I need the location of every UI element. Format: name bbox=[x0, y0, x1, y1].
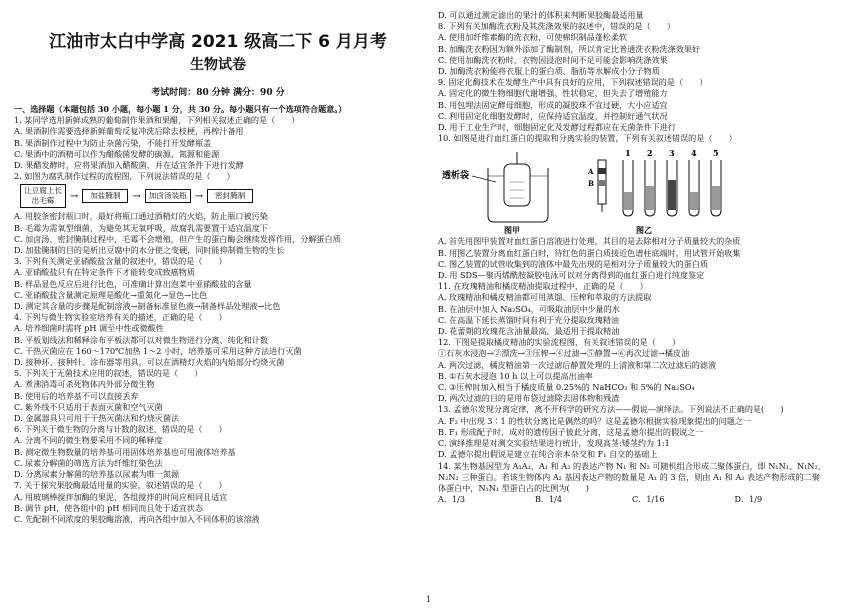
text-line: D. 加盐腌制的目的是析出豆腐中的水分使之变硬，同时能抑制微生物的生长 bbox=[14, 245, 285, 256]
text-line: A. 用胶条密封瓶口时，最好将瓶口通过酒精灯的火焰，防止瓶口被污染 bbox=[14, 211, 268, 222]
tube-number: 4 bbox=[691, 148, 697, 159]
text-line: 11. 在玫瑰精油和橘皮精油提取过程中，正确的是（ ） bbox=[438, 281, 648, 292]
text-line: A. F₂ 中出现 3∶1 的性状分离比是偶然的吗？这是孟德尔根据实验现象提出的问题之一 bbox=[438, 415, 752, 426]
text-line: C. 演绎推理是对测交实验结果进行统计，发现高茎:矮茎约为 1:1 bbox=[438, 438, 670, 449]
text-line: C. 加卤汤、密封腌制过程中，毛霉不会增殖，但产生的蛋白酶会继续发挥作用，分解蛋白质 bbox=[14, 233, 341, 244]
flow-box: 加卤汤装瓶 bbox=[145, 189, 191, 203]
right-column bbox=[438, 10, 846, 505]
text-line: B. 果酒制作过程中为防止杂菌污染，不能打开发酵瓶盖 bbox=[14, 137, 212, 148]
text-line: D. 用于工业生产时，细胞固定化及发酵过程都应在无菌条件下进行 bbox=[438, 122, 676, 133]
text-line: D. 孟德尔提出假说是建立在纯合亲本杂交和 F₁ 自交的基础上 bbox=[438, 449, 658, 460]
text-line: A. 培养细菌时需将 pH 调至中性或微酸性 bbox=[14, 323, 164, 334]
text-line: 1. 某同学选用新鲜成熟的葡萄制作果酒和果醋，下列相关叙述正确的是（ ） bbox=[14, 115, 300, 126]
text-line: C. 使用加酶洗衣粉时，衣物因浸泡时间不足可能会影响洗涤效果 bbox=[438, 54, 668, 65]
apparatus-drawing bbox=[438, 146, 846, 234]
text-line: A. 用玻璃棒搅拌加酶的果泥，各组搅拌的时间应相同且适宜 bbox=[14, 491, 228, 502]
tube-liquid bbox=[668, 180, 676, 210]
flowchart bbox=[20, 184, 422, 208]
text-line: C. 干热灭菌应在 160～170℃加热 1～2 小时，培养基可采用这种方法进行灭菌 bbox=[14, 345, 302, 356]
text-line: D. 花蕾期的玫瑰花含油量最高，最适用于提取精油 bbox=[438, 326, 620, 337]
page-number: 1 bbox=[426, 595, 432, 604]
figure-caption-left: 图甲 bbox=[504, 225, 520, 235]
left-column bbox=[14, 10, 422, 525]
text-line: 5. 下列关于无菌技术应用的叙述，错误的是（ ） bbox=[14, 368, 203, 379]
text-line: C. 紫外线不只适用于表面灭菌和空气灭菌 bbox=[14, 401, 163, 412]
text-line: D. 加酶洗衣粉能将衣服上的蛋白质、脂肪等水解成小分子物质 bbox=[438, 66, 660, 77]
text-line: B. 样品显色反应后进行比色，可准确计算出泡菜中亚硝酸盐的含量 bbox=[14, 278, 252, 289]
text-line: D. 用 SDS—聚丙烯酰胺凝胶电泳可以对分离得到的血红蛋白进行纯度鉴定 bbox=[438, 270, 705, 281]
tube-liquid bbox=[712, 186, 720, 210]
text-line: N₂N₂ 三种蛋白。若该生物体内 A₂ 基因表达产物的数量是 A₁ 的 3 倍，则由 A₁ 和 A₂ 表达产物形成的二聚 bbox=[438, 471, 820, 482]
text-line: 7. 关于探究果胶酶最适用量的实验，叙述错误的是（ ） bbox=[14, 480, 227, 491]
text-line: 3. 下列有关测定亚硝酸盐含量的叙述中，错误的是（ ） bbox=[14, 256, 227, 267]
text-line: D. 两次过滤的目的是用布袋过滤除去固体物和残渣 bbox=[438, 393, 620, 404]
text-line: A. 使用加纤维素酶的洗衣粉，可使棉织制品蓬松柔软 bbox=[438, 32, 628, 43]
right-text-block-2 bbox=[438, 236, 846, 494]
band-label-a: A bbox=[588, 167, 594, 177]
flow-box: 密封腌制 bbox=[207, 189, 253, 203]
text-line: C. 尿素分解菌的筛选方法为纤维红染色法 bbox=[14, 457, 163, 468]
tube-number: 1 bbox=[625, 148, 631, 159]
tube-number: 2 bbox=[647, 148, 653, 159]
text-line: B. 使用后的培养基不可以直接丢弃 bbox=[14, 390, 139, 401]
text-line: A. 果酒制作需要选择新鲜葡萄反复冲洗后除去枝梗，再榨汁备用 bbox=[14, 126, 244, 137]
tube-number: 5 bbox=[713, 148, 719, 159]
text-line: 一、选择题（本题包括 30 小题，每小题 1 分，共 30 分。每小题只有一个选项符合题意。） bbox=[14, 104, 347, 114]
dialysis-bag-label: 透析袋 bbox=[442, 171, 470, 182]
tube-liquid bbox=[646, 186, 654, 210]
tube-number: 3 bbox=[669, 148, 675, 159]
text-line: D. 测定其含量的步骤是配制溶液→制备标准显色液→制备样品处理液→比色 bbox=[14, 301, 281, 312]
text-line: A. 首先用图甲装置对血红蛋白溶液进行处理，其目的是去除相对分子质量较大的杂质 bbox=[438, 236, 741, 247]
text-line: C. 图乙装置的试管收集到的液体中最先出现的是相对分子质量较大的蛋白质 bbox=[438, 258, 709, 269]
text-line: C. 果酒中的酒精可以作为醋酸菌发酵的碳源、氮源和能源 bbox=[14, 148, 220, 159]
text-line: C. ③压榨时加入相当于橘皮质量 0.25%的 NaHCO₃ 和 5%的 Na₂SO₄ bbox=[438, 382, 695, 393]
text-line: 体蛋白中，N₁N₁ 型蛋白占的比例为( ) bbox=[438, 482, 589, 493]
exam-title: 江油市太白中学高 2021 级高二下 6 月月考 bbox=[49, 32, 387, 52]
option-a: A．1/3 bbox=[438, 494, 465, 505]
figure-apparatus bbox=[438, 146, 846, 234]
figure-caption-right: 图乙 bbox=[636, 225, 652, 235]
option-b: B．1/4 bbox=[534, 494, 563, 505]
flow-box: 加盐腌制 bbox=[82, 189, 128, 203]
exam-meta: 考试时间：80 分钟 满分：90 分 bbox=[151, 88, 285, 98]
text-line: B. 毛霉为需氧型细菌，为避免其无氧呼吸，故腐乳需要置于适宜温度下 bbox=[14, 222, 268, 233]
text-line: 14. 某生物基因型为 A₁A₂，A₁ 和 A₂ 的表达产物 N₁ 和 N₂ 可随机组合形成二聚体蛋白，即 N₁N₁、N₁N₂、 bbox=[438, 460, 826, 471]
text-line: A. 两次过滤，橘皮精油第一次过滤后静置处理的上清液和第二次过滤后的滤液 bbox=[438, 359, 717, 370]
text-line: C. 先配制不同浓度的果胶酶溶液，再向各组中加入不同体积的该溶液 bbox=[14, 513, 260, 524]
text-line: D. 可以通过测定滤出的果汁的体积来判断果胶酶最适用量 bbox=[438, 10, 644, 20]
text-line: A. 玫瑰精油和橘皮精油都可用蒸馏、压榨和萃取的方法提取 bbox=[438, 292, 652, 303]
text-line: A. 亚硝酸盐只有在特定条件下才能转变成致癌物质 bbox=[14, 267, 195, 278]
text-line: A. 固定化的微生物细胞代谢增强、性状稳定，但失去了增殖能力 bbox=[438, 88, 668, 99]
option-d: D．1/9 bbox=[734, 494, 763, 505]
text-line: D. 分离尿素分解菌的培养基以尿素为唯一氮源 bbox=[14, 469, 180, 480]
text-line: D. 果醋发酵时，应将果酒加入醋酸菌，并在适宜条件下进行发酵 bbox=[14, 160, 244, 171]
arrow-icon: → bbox=[70, 190, 79, 202]
exam-subtitle: 生物试卷 bbox=[190, 57, 246, 73]
text-line: 4. 下列与微生物实验室培养有关的描述，正确的是（ ） bbox=[14, 312, 227, 323]
text-line: B. ①石灰水浸泡 10 h 以上可以提高出油率 bbox=[438, 370, 593, 381]
left-text-block-2 bbox=[14, 211, 422, 525]
text-line: B. 测定微生物数量的培养基可用固体培养基也可用液体培养基 bbox=[14, 446, 236, 457]
band-label-b: B bbox=[588, 179, 594, 189]
text-line: 2. 如图为腐乳制作过程的流程图，下列说法错误的是（ ） bbox=[14, 171, 235, 182]
text-line: 13. 孟德尔发现分离定律，离不开科学的研究方法——假说—演绎法。下列说法不正确的是( ) bbox=[438, 404, 784, 415]
text-line: C. 亚硝酸盐含量测定原理是酸化→重氮化→显色→比色 bbox=[14, 289, 208, 300]
text-line: A. 分离不同的微生物要采用不同的稀释度 bbox=[14, 435, 163, 446]
text-line: B. 加酶洗衣粉因为额外添加了酶制剂，所以肯定比普通洗衣粉洗涤效果好 bbox=[438, 43, 701, 54]
text-line: 10. 如图是进行血红蛋白的提取和分离实验的装置，下列有关叙述错误的是（ ） bbox=[438, 133, 737, 144]
text-line: 8. 下列有关加酶洗衣粉及其洗涤效果的叙述中，错误的是（ ） bbox=[438, 21, 675, 32]
text-line: B. F₁ 形成配子时，成对的遗传因子彼此分离，这是孟德尔提出的假说之一 bbox=[438, 426, 704, 437]
text-line: 12. 下图是提取橘皮精油的实验流程图，有关叙述错误的是（ ） bbox=[438, 337, 681, 348]
right-text-block-1 bbox=[438, 10, 846, 144]
text-line: B. 用图乙装置分离血红蛋白时，待红色的蛋白质接近色谱柱底端时，用试管开始收集 bbox=[438, 247, 741, 258]
flow-box: 让豆腐上长出毛霉 bbox=[20, 184, 66, 208]
text-line: ①石灰水浸泡→②漂洗→③压榨→④过滤→⑤静置→⑥再次过滤→橘皮油 bbox=[438, 348, 690, 359]
q14-options bbox=[438, 494, 846, 505]
text-line: D. 金属器具只可用于干热灭菌法和灼烧灭菌法 bbox=[14, 413, 180, 424]
tube-liquid bbox=[624, 192, 632, 210]
text-line: B. 平板划线法和稀释涂布平板法都可以对微生物进行分离、纯化和计数 bbox=[14, 334, 268, 345]
arrow-icon: → bbox=[194, 190, 204, 202]
left-text-block-1 bbox=[14, 104, 422, 182]
text-line: D. 接种环、接种针、涂布器等用具，可以在酒精灯火焰的内焰部分灼烧灭菌 bbox=[14, 357, 285, 368]
text-line: B. 调节 pH，使各组中的 pH 相同而且处于适宜状态 bbox=[14, 502, 203, 513]
option-c: C．1/16 bbox=[632, 494, 665, 505]
text-line: B. 用包埋法固定酵母细胞，形成的凝胶珠不宜过硬，大小应适宜 bbox=[438, 99, 668, 110]
text-line: C. 利用固定化细胞发酵时，应保持适宜温度，并控制好通气状况 bbox=[438, 110, 668, 121]
text-line: B. 在油层中加入 Na₂SO₄，可吸取油层中少量的水 bbox=[438, 303, 620, 314]
arrow-icon: → bbox=[132, 190, 141, 202]
text-line: 9. 固定化酶技术在发酵生产中具有良好的应用，下列叙述错误的是（ ） bbox=[438, 77, 708, 88]
tube-liquid bbox=[690, 192, 698, 210]
text-line: C. 在高温下延长蒸馏时间有利于充分提取玫瑰精油 bbox=[438, 314, 620, 325]
text-line: A. 煮沸消毒可杀死物体内外部分微生物 bbox=[14, 379, 155, 390]
text-line: 6. 下列关于微生物的分离与计数的叙述，错误的是（ ） bbox=[14, 424, 227, 435]
